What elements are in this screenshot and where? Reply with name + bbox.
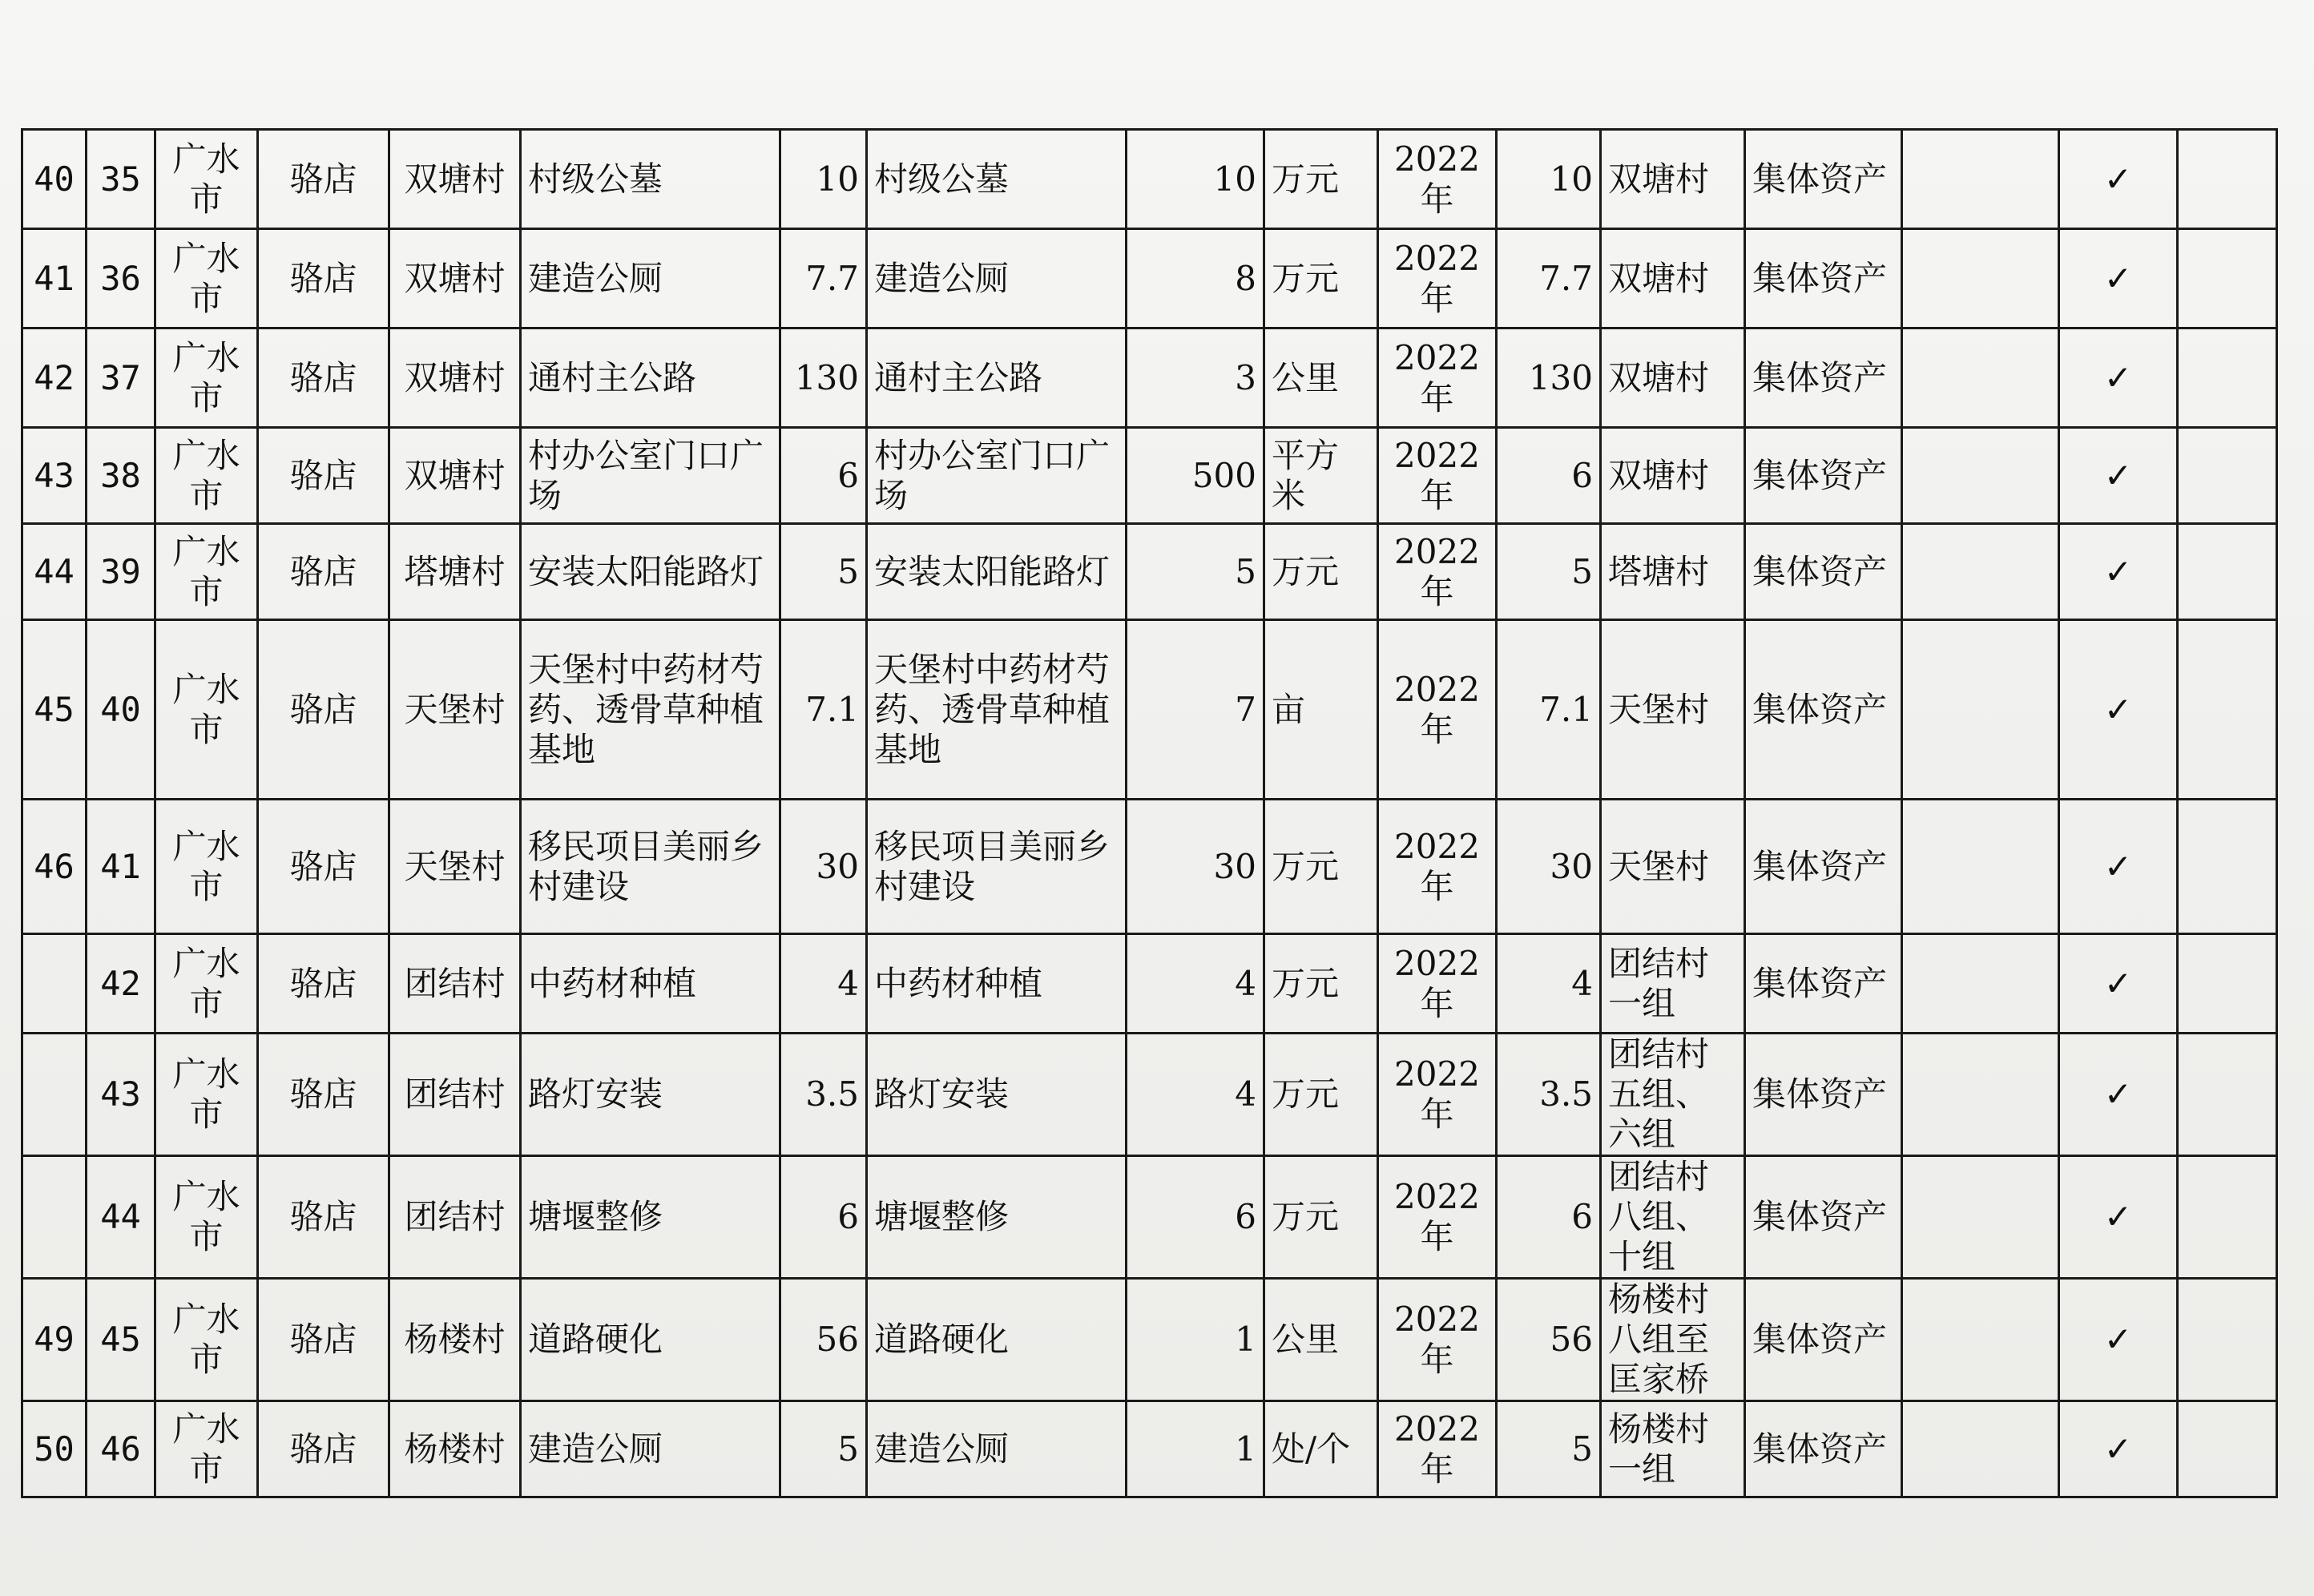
blank-cell [1902,1156,2059,1279]
investment-amount-cell: 56 [780,1279,867,1401]
year-cell: 2022年 [1378,428,1497,524]
extra-blank-cell [2178,130,2277,229]
unit-cell: 处/个 [1264,1401,1378,1497]
year-cell: 2022年 [1378,1279,1497,1401]
town-cell: 骆店 [258,1401,389,1497]
village-cell: 杨楼村 [389,1401,521,1497]
village-cell: 双塘村 [389,229,521,328]
unit-cell: 公里 [1264,1279,1378,1401]
blank-cell [1902,524,2059,620]
scale-cell: 4 [1127,1034,1264,1156]
year-cell: 2022年 [1378,130,1497,229]
asset-type-cell: 集体资产 [1745,1401,1902,1497]
extra-blank-cell [2178,1401,2277,1497]
sequence-number-cell: 45 [87,1279,155,1401]
row-index-cell: 44 [22,524,87,620]
asset-type-cell: 集体资产 [1745,328,1902,428]
city-cell: 广水市 [155,1156,258,1279]
village-cell: 团结村 [389,934,521,1034]
check-mark-cell: ✓ [2059,1401,2178,1497]
construction-content-cell: 村级公墓 [867,130,1127,229]
beneficiary-cell: 团结村五组、六组 [1601,1034,1745,1156]
unit-cell: 平方米 [1264,428,1378,524]
town-cell: 骆店 [258,1156,389,1279]
city-cell: 广水市 [155,524,258,620]
asset-type-cell: 集体资产 [1745,524,1902,620]
construction-content-cell: 建造公厕 [867,229,1127,328]
asset-ledger-table [21,128,2278,1498]
row-index-cell: 41 [22,229,87,328]
check-mark-cell: ✓ [2059,800,2178,934]
unit-cell: 公里 [1264,328,1378,428]
sequence-number-cell: 39 [87,524,155,620]
beneficiary-cell: 团结村一组 [1601,934,1745,1034]
year-cell: 2022年 [1378,1401,1497,1497]
check-mark-cell: ✓ [2059,1279,2178,1401]
investment-amount-cell: 5 [780,1401,867,1497]
beneficiary-cell: 塔塘村 [1601,524,1745,620]
sequence-number-cell: 44 [87,1156,155,1279]
blank-cell [1902,428,2059,524]
asset-type-cell: 集体资产 [1745,428,1902,524]
project-name-cell: 天堡村中药材芍药、透骨草种植基地 [521,620,780,800]
beneficiary-cell: 杨楼村八组至匡家桥 [1601,1279,1745,1401]
row-index-cell [22,1034,87,1156]
construction-content-cell: 建造公厕 [867,1401,1127,1497]
sequence-number-cell: 38 [87,428,155,524]
asset-amount-cell: 7.7 [1497,229,1601,328]
investment-amount-cell: 4 [780,934,867,1034]
row-index-cell: 40 [22,130,87,229]
asset-amount-cell: 6 [1497,428,1601,524]
project-name-cell: 道路硬化 [521,1279,780,1401]
beneficiary-cell: 双塘村 [1601,130,1745,229]
town-cell: 骆店 [258,1034,389,1156]
investment-amount-cell: 30 [780,800,867,934]
year-cell: 2022年 [1378,229,1497,328]
asset-amount-cell: 5 [1497,1401,1601,1497]
asset-type-cell: 集体资产 [1745,1279,1902,1401]
extra-blank-cell [2178,1156,2277,1279]
construction-content-cell: 通村主公路 [867,328,1127,428]
table-row [22,524,2277,620]
sequence-number-cell: 42 [87,934,155,1034]
row-index-cell: 42 [22,328,87,428]
table-row [22,229,2277,328]
asset-type-cell: 集体资产 [1745,1034,1902,1156]
city-cell: 广水市 [155,130,258,229]
row-index-cell: 45 [22,620,87,800]
asset-amount-cell: 7.1 [1497,620,1601,800]
check-mark-cell: ✓ [2059,1034,2178,1156]
scale-cell: 500 [1127,428,1264,524]
asset-type-cell: 集体资产 [1745,620,1902,800]
check-mark-cell: ✓ [2059,1156,2178,1279]
sequence-number-cell: 41 [87,800,155,934]
year-cell: 2022年 [1378,1034,1497,1156]
city-cell: 广水市 [155,1279,258,1401]
year-cell: 2022年 [1378,328,1497,428]
city-cell: 广水市 [155,934,258,1034]
investment-amount-cell: 7.7 [780,229,867,328]
project-name-cell: 建造公厕 [521,1401,780,1497]
row-index-cell: 49 [22,1279,87,1401]
check-mark-cell: ✓ [2059,524,2178,620]
extra-blank-cell [2178,800,2277,934]
city-cell: 广水市 [155,620,258,800]
project-name-cell: 中药材种植 [521,934,780,1034]
check-mark-cell: ✓ [2059,428,2178,524]
village-cell: 双塘村 [389,130,521,229]
asset-amount-cell: 10 [1497,130,1601,229]
investment-amount-cell: 130 [780,328,867,428]
construction-content-cell: 道路硬化 [867,1279,1127,1401]
asset-amount-cell: 6 [1497,1156,1601,1279]
construction-content-cell: 中药材种植 [867,934,1127,1034]
village-cell: 双塘村 [389,428,521,524]
table-row [22,620,2277,800]
construction-content-cell: 天堡村中药材芍药、透骨草种植基地 [867,620,1127,800]
village-cell: 团结村 [389,1034,521,1156]
table-row [22,800,2277,934]
city-cell: 广水市 [155,428,258,524]
year-cell: 2022年 [1378,1156,1497,1279]
scale-cell: 5 [1127,524,1264,620]
blank-cell [1902,620,2059,800]
village-cell: 双塘村 [389,328,521,428]
extra-blank-cell [2178,428,2277,524]
table-row [22,130,2277,229]
unit-cell: 万元 [1264,934,1378,1034]
blank-cell [1902,800,2059,934]
blank-cell [1902,1034,2059,1156]
year-cell: 2022年 [1378,800,1497,934]
construction-content-cell: 路灯安装 [867,1034,1127,1156]
row-index-cell [22,1156,87,1279]
sequence-number-cell: 35 [87,130,155,229]
village-cell: 团结村 [389,1156,521,1279]
investment-amount-cell: 5 [780,524,867,620]
scale-cell: 8 [1127,229,1264,328]
table-row [22,1401,2277,1497]
scale-cell: 10 [1127,130,1264,229]
asset-type-cell: 集体资产 [1745,934,1902,1034]
scale-cell: 4 [1127,934,1264,1034]
town-cell: 骆店 [258,229,389,328]
unit-cell: 万元 [1264,1034,1378,1156]
row-index-cell [22,934,87,1034]
row-index-cell: 50 [22,1401,87,1497]
project-name-cell: 村办公室门口广场 [521,428,780,524]
construction-content-cell: 安装太阳能路灯 [867,524,1127,620]
check-mark-cell: ✓ [2059,130,2178,229]
asset-amount-cell: 4 [1497,934,1601,1034]
unit-cell: 万元 [1264,524,1378,620]
asset-amount-cell: 5 [1497,524,1601,620]
scale-cell: 1 [1127,1279,1264,1401]
sequence-number-cell: 36 [87,229,155,328]
table-row [22,1034,2277,1156]
check-mark-cell: ✓ [2059,229,2178,328]
city-cell: 广水市 [155,800,258,934]
scale-cell: 1 [1127,1401,1264,1497]
table-row [22,328,2277,428]
city-cell: 广水市 [155,1401,258,1497]
project-name-cell: 路灯安装 [521,1034,780,1156]
table-row [22,934,2277,1034]
check-mark-cell: ✓ [2059,328,2178,428]
asset-type-cell: 集体资产 [1745,800,1902,934]
asset-type-cell: 集体资产 [1745,130,1902,229]
table-body [22,130,2277,1497]
extra-blank-cell [2178,1279,2277,1401]
scale-cell: 30 [1127,800,1264,934]
beneficiary-cell: 团结村八组、十组 [1601,1156,1745,1279]
extra-blank-cell [2178,1034,2277,1156]
table-row [22,428,2277,524]
village-cell: 天堡村 [389,620,521,800]
city-cell: 广水市 [155,1034,258,1156]
construction-content-cell: 村办公室门口广场 [867,428,1127,524]
extra-blank-cell [2178,620,2277,800]
unit-cell: 亩 [1264,620,1378,800]
blank-cell [1902,130,2059,229]
row-index-cell: 46 [22,800,87,934]
extra-blank-cell [2178,934,2277,1034]
asset-amount-cell: 130 [1497,328,1601,428]
blank-cell [1902,328,2059,428]
blank-cell [1902,229,2059,328]
row-index-cell: 43 [22,428,87,524]
table-row [22,1156,2277,1279]
beneficiary-cell: 杨楼村一组 [1601,1401,1745,1497]
blank-cell [1902,1401,2059,1497]
sequence-number-cell: 40 [87,620,155,800]
extra-blank-cell [2178,524,2277,620]
beneficiary-cell: 天堡村 [1601,620,1745,800]
asset-amount-cell: 56 [1497,1279,1601,1401]
town-cell: 骆店 [258,1279,389,1401]
city-cell: 广水市 [155,229,258,328]
construction-content-cell: 移民项目美丽乡村建设 [867,800,1127,934]
town-cell: 骆店 [258,328,389,428]
asset-amount-cell: 30 [1497,800,1601,934]
project-name-cell: 村级公墓 [521,130,780,229]
sequence-number-cell: 43 [87,1034,155,1156]
investment-amount-cell: 3.5 [780,1034,867,1156]
village-cell: 天堡村 [389,800,521,934]
year-cell: 2022年 [1378,620,1497,800]
investment-amount-cell: 7.1 [780,620,867,800]
year-cell: 2022年 [1378,934,1497,1034]
asset-amount-cell: 3.5 [1497,1034,1601,1156]
project-name-cell: 通村主公路 [521,328,780,428]
project-name-cell: 建造公厕 [521,229,780,328]
sequence-number-cell: 46 [87,1401,155,1497]
village-cell: 塔塘村 [389,524,521,620]
construction-content-cell: 塘堰整修 [867,1156,1127,1279]
town-cell: 骆店 [258,428,389,524]
blank-cell [1902,1279,2059,1401]
blank-cell [1902,934,2059,1034]
beneficiary-cell: 双塘村 [1601,229,1745,328]
check-mark-cell: ✓ [2059,620,2178,800]
town-cell: 骆店 [258,800,389,934]
sequence-number-cell: 37 [87,328,155,428]
village-cell: 杨楼村 [389,1279,521,1401]
scale-cell: 7 [1127,620,1264,800]
project-name-cell: 移民项目美丽乡村建设 [521,800,780,934]
unit-cell: 万元 [1264,130,1378,229]
table-row [22,1279,2277,1401]
project-name-cell: 塘堰整修 [521,1156,780,1279]
town-cell: 骆店 [258,620,389,800]
beneficiary-cell: 天堡村 [1601,800,1745,934]
town-cell: 骆店 [258,524,389,620]
extra-blank-cell [2178,229,2277,328]
scale-cell: 6 [1127,1156,1264,1279]
unit-cell: 万元 [1264,229,1378,328]
beneficiary-cell: 双塘村 [1601,328,1745,428]
extra-blank-cell [2178,328,2277,428]
investment-amount-cell: 6 [780,1156,867,1279]
town-cell: 骆店 [258,934,389,1034]
check-mark-cell: ✓ [2059,934,2178,1034]
beneficiary-cell: 双塘村 [1601,428,1745,524]
city-cell: 广水市 [155,328,258,428]
project-name-cell: 安装太阳能路灯 [521,524,780,620]
year-cell: 2022年 [1378,524,1497,620]
investment-amount-cell: 6 [780,428,867,524]
asset-type-cell: 集体资产 [1745,1156,1902,1279]
town-cell: 骆店 [258,130,389,229]
unit-cell: 万元 [1264,1156,1378,1279]
asset-type-cell: 集体资产 [1745,229,1902,328]
scale-cell: 3 [1127,328,1264,428]
unit-cell: 万元 [1264,800,1378,934]
investment-amount-cell: 10 [780,130,867,229]
